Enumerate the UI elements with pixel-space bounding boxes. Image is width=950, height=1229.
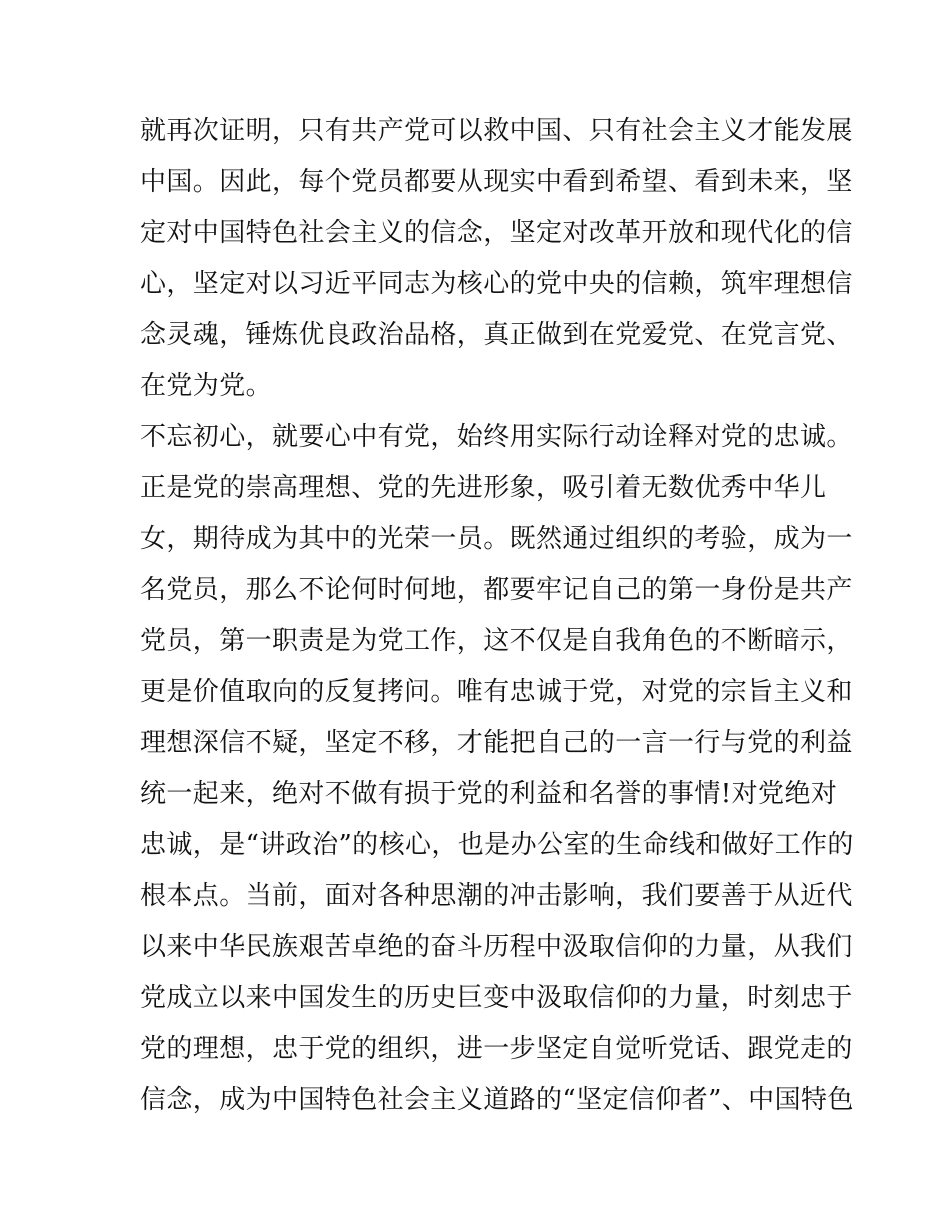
text-line: 正是党的崇高理想、党的先进形象，吸引着无数优秀中华儿 [140,473,827,503]
text-line: 统一起来，绝对不做有损于党的利益和名誉的事情!对党绝对 [140,779,838,809]
text-line: 党的理想，忠于党的组织，进一步坚定自觉听党话、跟党走的 [140,1034,853,1064]
text-line: 在党为党。 [140,371,273,401]
text-line: 女，期待成为其中的光荣一员。既然通过组织的考验，成为一 [140,524,853,554]
text-line: 定对中国特色社会主义的信念，坚定对改革开放和现代化的信 [140,218,853,248]
text-line: 以来中华民族艰苦卓绝的奋斗历程中汲取信仰的力量，从我们 [140,932,853,962]
text-line: 名党员，那么不论何时何地，都要牢记自己的第一身份是共产 [140,575,853,605]
text-line: 忠诚，是“讲政治”的核心，也是办公室的生命线和做好工作的 [140,830,854,860]
text-line: 根本点。当前，面对各种思潮的冲击影响，我们要善于从近代 [140,881,853,911]
text-line: 理想深信不疑，坚定不移，才能把自己的一言一行与党的利益 [140,728,853,758]
text-line: 念灵魂，锤炼优良政治品格，真正做到在党爱党、在党言党、 [140,320,853,350]
text-line: 不忘初心，就要心中有党，始终用实际行动诠释对党的忠诚。 [140,422,853,452]
body-text [140,106,854,1126]
text-line: 党员，第一职责是为党工作，这不仅是自我角色的不断暗示， [140,626,853,656]
text-line: 信念，成为中国特色社会主义道路的“坚定信仰者”、中国特色 [140,1085,854,1115]
text-line: 心，坚定对以习近平同志为核心的党中央的信赖，筑牢理想信 [140,269,853,299]
text-line: 更是价值取向的反复拷问。唯有忠诚于党，对党的宗旨主义和 [140,677,853,707]
text-line: 就再次证明，只有共产党可以救中国、只有社会主义才能发展 [140,116,853,146]
text-line: 党成立以来中国发生的历史巨变中汲取信仰的力量，时刻忠于 [140,983,853,1013]
text-line: 中国。因此，每个党员都要从现实中看到希望、看到未来，坚 [140,167,853,197]
